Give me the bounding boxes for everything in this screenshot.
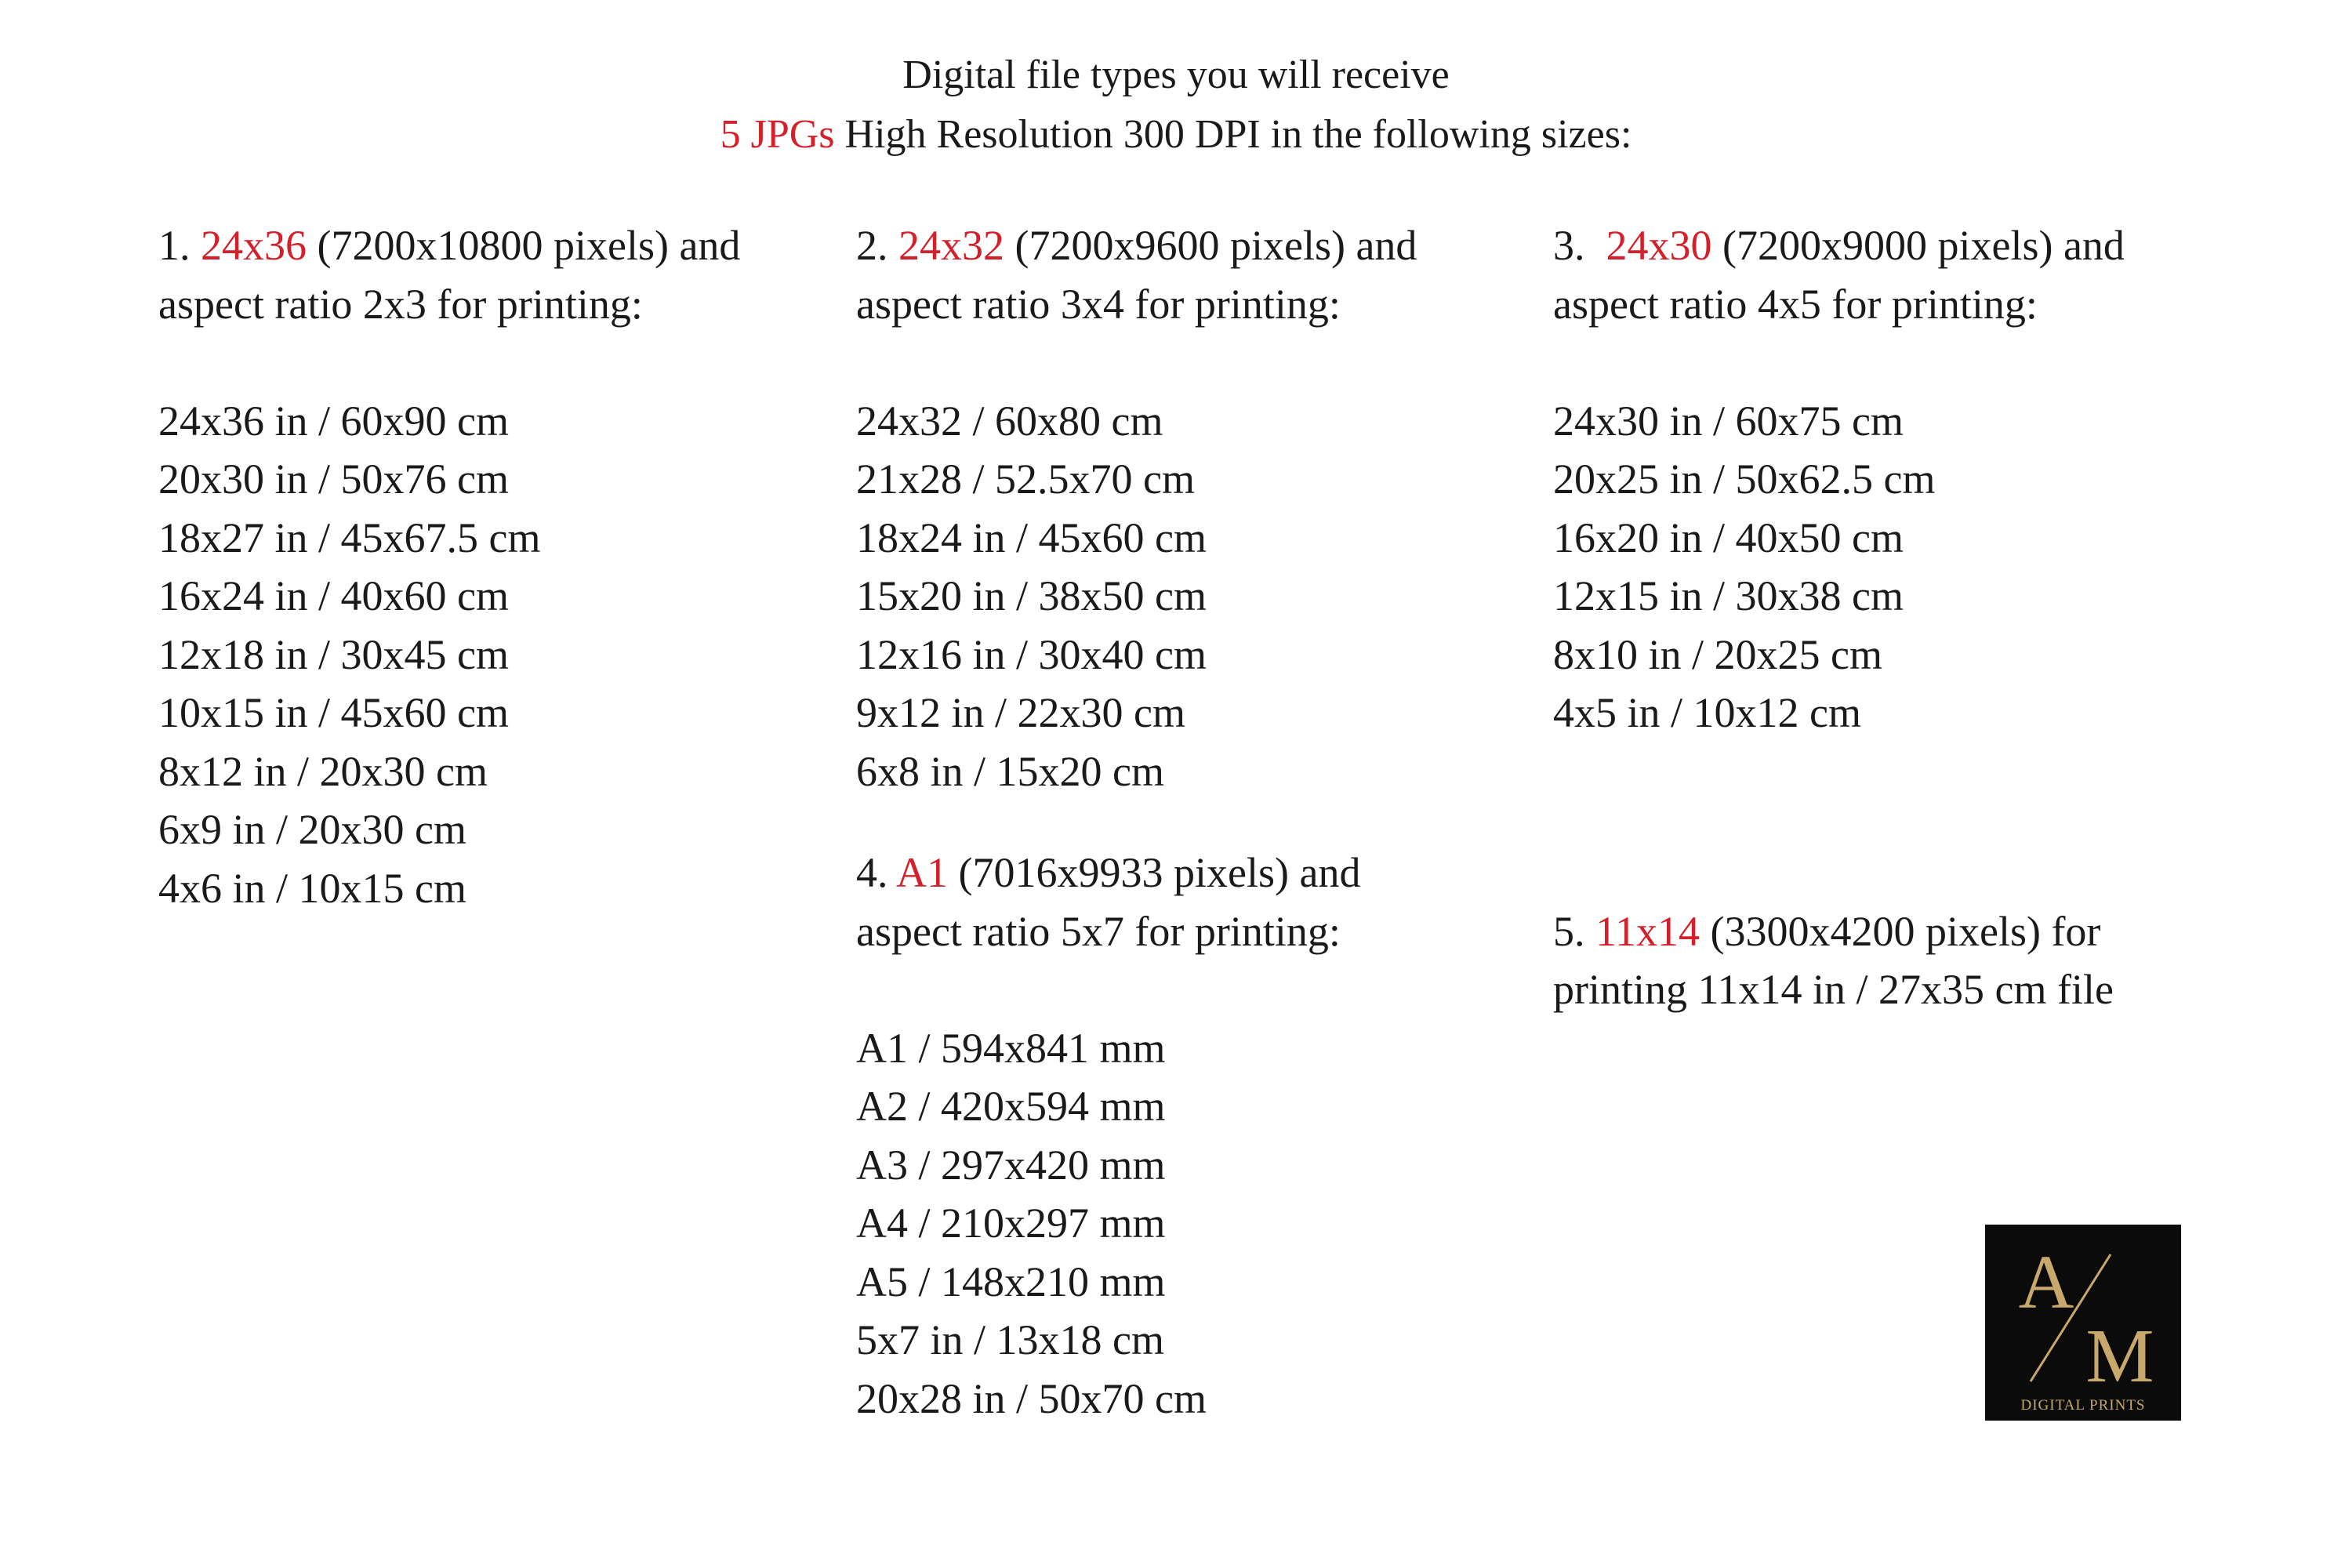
section-1-ratio: aspect ratio 2x3 for printing: <box>158 280 643 328</box>
section-2 <box>856 216 1417 1428</box>
size-item: 24x32 / 60x80 cm <box>856 397 1163 445</box>
size-item: 16x24 in / 40x60 cm <box>158 572 509 619</box>
section-size-highlight: 24x36 <box>201 222 307 269</box>
section-2-heading <box>856 216 1417 275</box>
size-item: 6x9 in / 20x30 cm <box>158 806 466 853</box>
section-pixels: (7200x9600 pixels) and <box>1004 222 1417 269</box>
section-size-highlight: 24x30 <box>1606 222 1712 269</box>
page-header <box>0 45 2352 165</box>
size-item: 24x36 in / 60x90 cm <box>158 397 509 445</box>
size-item: 6x8 in / 15x20 cm <box>856 747 1164 795</box>
jpg-count-highlight: 5 JPGs <box>720 112 835 157</box>
size-item: A5 / 148x210 mm <box>856 1258 1166 1305</box>
size-item: A4 / 210x297 mm <box>856 1200 1166 1247</box>
size-item: 12x16 in / 30x40 cm <box>856 630 1207 678</box>
size-item: 20x25 in / 50x62.5 cm <box>1553 456 1936 503</box>
size-item: 9x12 in / 22x30 cm <box>856 689 1185 736</box>
size-item: 12x18 in / 30x45 cm <box>158 630 509 678</box>
size-item: A2 / 420x594 mm <box>856 1083 1166 1130</box>
size-item: 16x20 in / 40x50 cm <box>1553 514 1904 561</box>
section-2-ratio: aspect ratio 3x4 for printing: <box>856 280 1341 328</box>
section-pixels: (7200x10800 pixels) and <box>307 222 741 269</box>
logo-letter-a: A <box>2018 1240 2074 1325</box>
section-size-highlight: 11x14 <box>1595 907 1700 955</box>
section-1-heading <box>158 216 740 275</box>
brand-logo <box>1985 1225 2181 1421</box>
section-number: 4. <box>856 849 888 896</box>
section-1 <box>158 216 740 917</box>
section-pixels: (3300x4200 pixels) for <box>1700 907 2101 955</box>
header-line-2 <box>0 105 2352 165</box>
size-item: 20x30 in / 50x76 cm <box>158 456 509 503</box>
brand-logo-mark <box>1985 1225 2181 1421</box>
size-item: 4x5 in / 10x12 cm <box>1553 689 1861 736</box>
section-pixels: (7200x9000 pixels) and <box>1711 222 2125 269</box>
header-line-2-text: High Resolution 300 DPI in the following sizes: <box>834 112 1632 157</box>
size-item: 20x28 in / 50x70 cm <box>856 1374 1207 1422</box>
size-item: 18x27 in / 45x67.5 cm <box>158 514 541 561</box>
section-number: 5. <box>1553 907 1585 955</box>
section-4-ratio: aspect ratio 5x7 for printing: <box>856 907 1341 955</box>
header-line-1: Digital file types you will receive <box>902 53 1450 97</box>
size-item: 12x15 in / 30x38 cm <box>1553 572 1904 619</box>
section-3 <box>1553 216 2125 1019</box>
section-size-highlight: A1 <box>896 849 949 896</box>
logo-letter-m: M <box>2085 1314 2154 1399</box>
section-size-highlight: 24x32 <box>898 222 1004 269</box>
section-5-heading <box>1553 902 2125 961</box>
size-item: 8x10 in / 20x25 cm <box>1553 630 1882 678</box>
section-3-ratio: aspect ratio 4x5 for printing: <box>1553 280 2038 328</box>
size-item: 21x28 / 52.5x70 cm <box>856 456 1195 503</box>
size-item: A1 / 594x841 mm <box>856 1024 1166 1072</box>
section-number: 2. <box>856 222 888 269</box>
size-item: 18x24 in / 45x60 cm <box>856 514 1207 561</box>
section-number: 1. <box>158 222 191 269</box>
size-item: 15x20 in / 38x50 cm <box>856 572 1207 619</box>
section-pixels: (7016x9933 pixels) and <box>948 849 1361 896</box>
size-item: 8x12 in / 20x30 cm <box>158 747 488 795</box>
section-5-description: printing 11x14 in / 27x35 cm file <box>1553 966 2114 1013</box>
section-4-heading <box>856 844 1417 902</box>
size-item: 4x6 in / 10x15 cm <box>158 864 466 912</box>
size-item: A3 / 297x420 mm <box>856 1141 1166 1189</box>
size-item: 24x30 in / 60x75 cm <box>1553 397 1904 445</box>
section-number: 3. <box>1553 222 1585 269</box>
size-item: 10x15 in / 45x60 cm <box>158 689 509 736</box>
section-3-heading <box>1553 216 2125 275</box>
logo-tagline: DIGITAL PRINTS <box>2020 1397 2146 1414</box>
size-item: 5x7 in / 13x18 cm <box>856 1316 1164 1363</box>
